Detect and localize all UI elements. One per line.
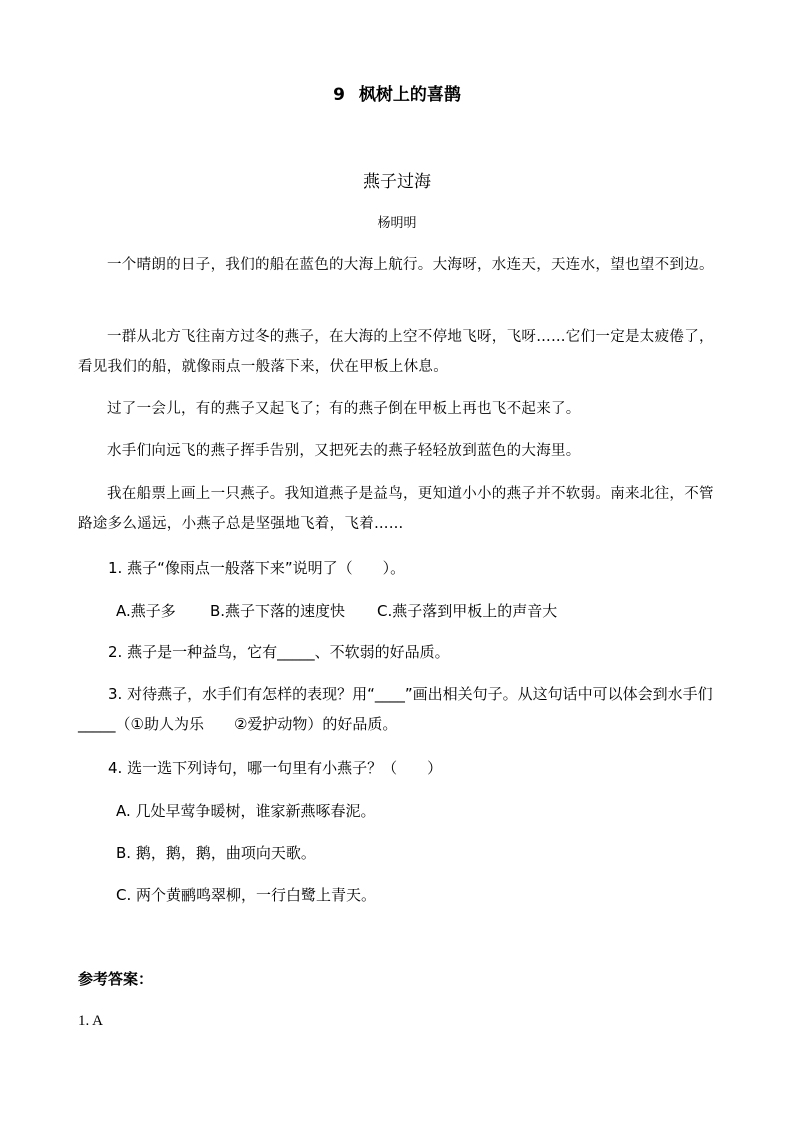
question-1-option-c: C.燕子落到甲板上的声音大 [377,602,558,620]
answer-heading: 参考答案： [78,970,154,988]
question-4-option-c: C. 两个黄鹂鸣翠柳，一行白鹭上青天。 [116,886,377,904]
passage-paragraph-5: 我在船票上画上一只燕子。我知道燕子是益鸟，更知道小小的燕子并不软弱。南来北往，不管路途多么遥远，小燕子总是坚强地飞着，飞着…… [78,486,714,532]
passage-paragraph-1: 一个晴朗的日子，我们的船在蓝色的大海上航行。大海呀，水连天，天连水，望也望不到边。 [107,257,714,273]
question-1-option-a: A.燕子多 [116,602,176,620]
passage-paragraph-3: 过了一会儿，有的燕子又起飞了；有的燕子倒在甲板上再也飞不起来了。 [107,401,581,417]
lesson-number: 9 [333,85,345,105]
question-1: 1. 燕子“像雨点一般落下来”说明了（ ）。 [108,559,406,577]
lesson-title [0,80,794,105]
question-1-option-b: B.燕子下落的速度快 [210,602,346,620]
question-2: 2. 燕子是一种益鸟，它有_____、不软弱的好品质。 [108,643,450,661]
question-4: 4. 选一选下列诗句，哪一句里有小燕子？（ ） [108,759,443,777]
passage-title: 燕子过海 [363,172,431,192]
lesson-title-text: 枫树上的喜鹊 [358,85,461,105]
question-4-option-b: B. 鹅，鹅，鹅，曲项向天歌。 [116,844,316,862]
question-4-option-a: A. 几处早莺争暖树，谁家新燕啄春泥。 [116,802,376,820]
passage-author: 杨明明 [377,216,417,231]
passage-paragraph-4: 水手们向远飞的燕子挥手告别，又把死去的燕子轻轻放到蓝色的大海里。 [107,443,581,459]
question-3: 3. 对待燕子，水手们有怎样的表现？用“____”画出相关句子。从这句话中可以体会到水手们_____（①助人为乐 ②爱护动物）的好品质。 [78,685,713,733]
answer-item-1: 1. A [78,1013,104,1029]
passage-paragraph-2: 一群从北方飞往南方过冬的燕子，在大海的上空不停地飞呀，飞呀……它们一定是太疲倦了，看见我们的船，就像雨点一般落下来，伏在甲板上休息。 [78,329,714,375]
